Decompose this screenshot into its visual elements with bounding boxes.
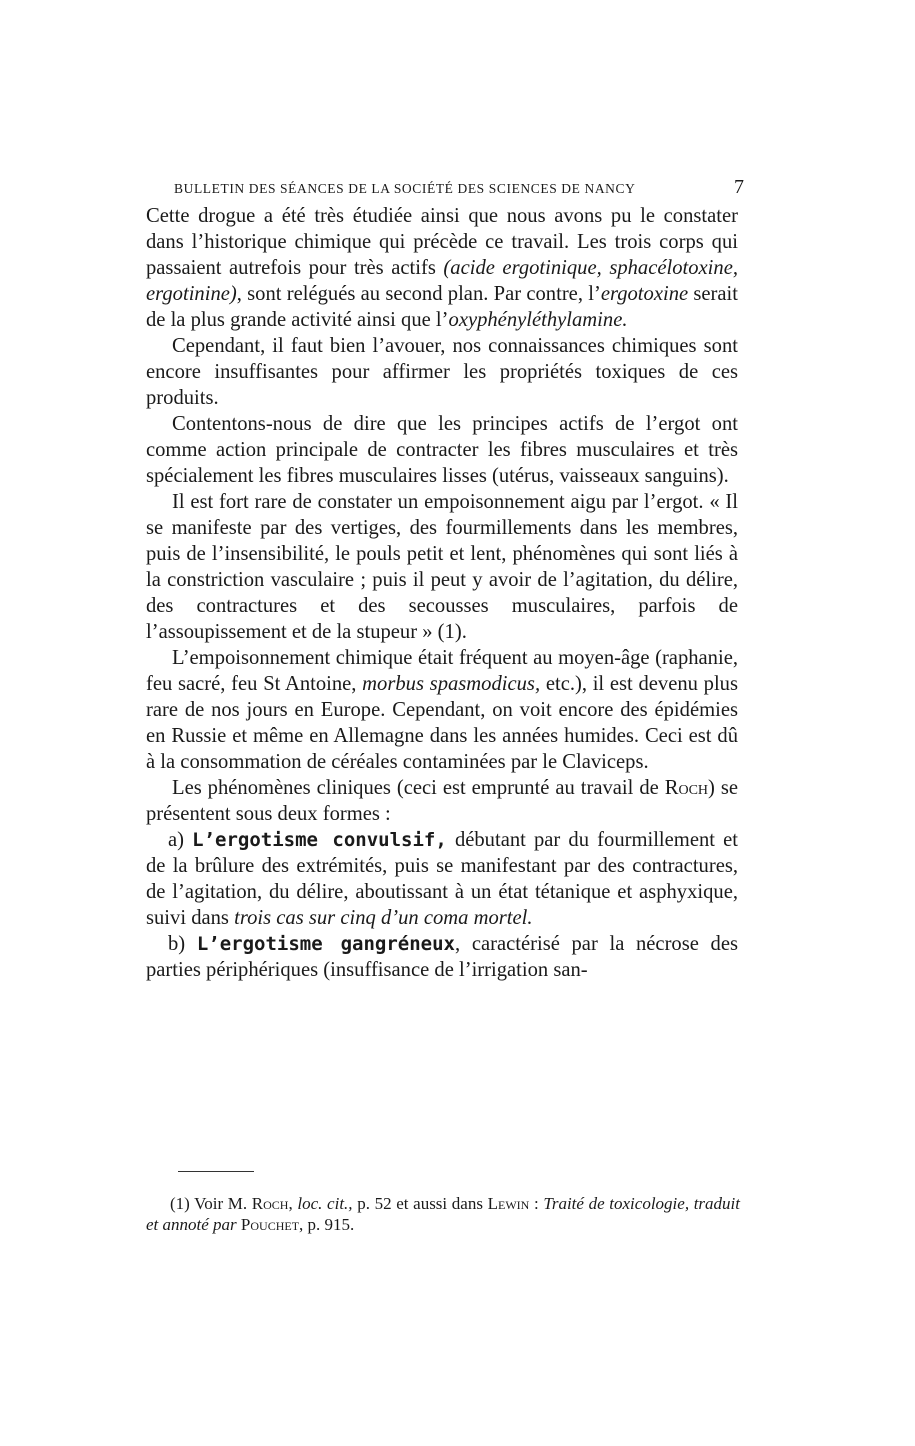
text-run: (1) Voir M. xyxy=(170,1194,252,1213)
author-name: Lewin xyxy=(487,1194,530,1213)
paragraph-7 xyxy=(146,827,738,931)
text-run: : xyxy=(529,1194,544,1213)
italic-run: trois cas sur cinq d’un coma mortel. xyxy=(234,907,533,929)
footnote-text xyxy=(146,1193,740,1235)
text-run: , p. 915. xyxy=(299,1215,355,1234)
paragraph-5 xyxy=(146,645,738,775)
text-run: , caractérisé par la nécrose des parties périphériques (insuffisance de l’irrigation san- xyxy=(146,933,738,981)
running-head xyxy=(174,176,744,199)
italic-run: ergotoxine xyxy=(600,283,689,305)
text-run: Cette drogue a été très étudiée ainsi que nous avons pu le constater dans l’historique chimique qui précède ce travail. Les trois corps qui passaient autrefois pour très actifs xyxy=(146,205,738,279)
text-run: serait de la plus grande activité ainsi que l’ xyxy=(146,283,739,331)
italic-run: morbus spasmodicus, xyxy=(362,673,541,695)
text-run: ) se présentent sous deux formes : xyxy=(146,777,738,825)
body-text xyxy=(146,203,738,983)
footnote-rule xyxy=(178,1171,254,1172)
paragraph-1 xyxy=(146,203,738,333)
author-name: Roch, xyxy=(251,1194,293,1213)
running-title: BULLETIN DES SÉANCES DE LA SOCIÉTÉ DES SCIENCES DE NANCY xyxy=(174,181,636,196)
italic-run: (acide ergotinique, sphacélotoxine, ergotinine) xyxy=(146,257,738,305)
paragraph-6 xyxy=(146,775,738,827)
list-marker: a) xyxy=(168,829,193,851)
page-number: 7 xyxy=(734,176,744,198)
text-run: , sont relégués au second plan. Par contre, l’ xyxy=(236,283,601,305)
italic-run: Traité de toxicologie, traduit et annoté par xyxy=(146,1194,740,1234)
text-run: débutant par du fourmillement et de la brûlure des extrémités, puis se manifestant par des contractures, de l’agitation, du délire, aboutissant à un état tétanique et asphyxique, suivi dans xyxy=(146,829,738,929)
italic-run: oxyphényléthylamine. xyxy=(448,309,628,331)
author-name: Pouchet xyxy=(240,1215,300,1234)
text-run: etc.), il est devenu plus rare de nos jours en Europe. Cependant, on voit encore des épidémies en Russie et même en Allemagne dans les années humides. Ceci est dû à la consommation de céréales contaminées par le Claviceps. xyxy=(146,673,738,773)
bold-heading: L’ergotisme gangréneux xyxy=(196,933,456,955)
list-marker: b) xyxy=(168,933,197,955)
text-run: L’empoisonnement chimique était fréquent au moyen-âge (raphanie, feu sacré, feu St Antoine, xyxy=(146,647,738,695)
text-run: Les phénomènes cliniques (ceci est emprunté au travail de xyxy=(172,777,665,799)
paragraph-8 xyxy=(146,931,738,983)
author-name: Roch xyxy=(664,777,709,799)
paragraph-3: Contentons-nous de dire que les principes actifs de l’ergot ont comme action principale de contracter les fibres musculaires et très spécialement les fibres musculaires lisses (utérus, vaisseaux sanguins). xyxy=(146,413,738,487)
paragraph-2: Cependant, il faut bien l’avouer, nos connaissances chimiques sont encore insuffisantes pour affirmer les propriétés toxiques de ces produits. xyxy=(146,335,738,409)
bold-heading: L’ergotisme convulsif, xyxy=(192,829,447,851)
footnote xyxy=(146,1193,740,1235)
italic-run: loc. cit., xyxy=(292,1194,353,1213)
text-run: p. 52 et aussi dans xyxy=(352,1194,488,1213)
paragraph-4: Il est fort rare de constater un empoisonnement aigu par l’ergot. « Il se manifeste par des vertiges, des fourmillements dans les membres, puis de l’insensibilité, le pouls petit et lent, phénomènes qui sont liés à la constriction vasculaire ; puis il peut y avoir de l’agitation, du délire, des contractures et des secousses musculaires, parfois de l’assoupissement et de la stupeur » (1). xyxy=(146,491,738,643)
